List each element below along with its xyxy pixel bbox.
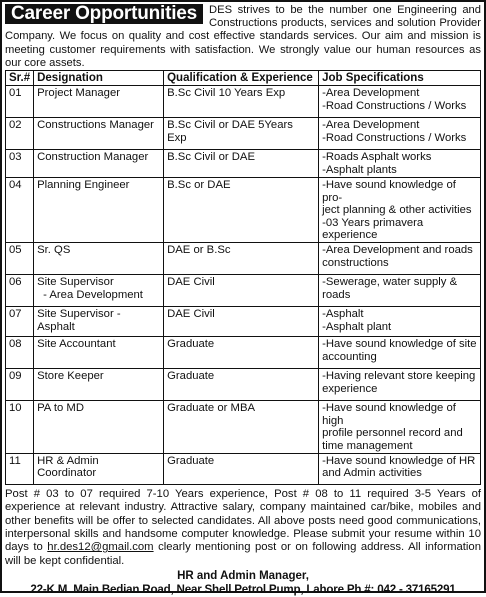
specification-line: and Admin activities bbox=[322, 467, 422, 480]
row-serial-number: 08 bbox=[6, 337, 34, 369]
row-designation bbox=[34, 118, 164, 150]
table-row bbox=[6, 275, 481, 307]
designation-line: Sr. QS bbox=[37, 244, 71, 257]
row-serial-number: 11 bbox=[6, 454, 34, 485]
specification-line: -Area Development bbox=[322, 119, 420, 132]
specification-line: -Roads Asphalt works bbox=[322, 151, 432, 164]
table-row bbox=[6, 401, 481, 454]
company-intro: DES strives to be the number one Engineering and Constructions products, services and solution Provider Company. We focus on quality and cost effective standards services. Our aim and mission is meeting customer requirements with satisfaction. We strongly value our human resources as our core assets. bbox=[5, 4, 481, 69]
row-qualification: Graduate or MBA bbox=[164, 401, 319, 454]
designation-line: HR & Admin Coordinator bbox=[37, 455, 99, 480]
specification-line: -Area Development and roads bbox=[322, 244, 473, 257]
row-designation bbox=[34, 86, 164, 118]
specification-line: constructions bbox=[322, 256, 389, 269]
row-designation bbox=[34, 178, 164, 243]
row-designation bbox=[34, 337, 164, 369]
designation-line: - Area Development bbox=[43, 288, 143, 301]
specification-line: -Asphalt plants bbox=[322, 163, 397, 176]
specification-line: -Sewerage, water supply & bbox=[322, 276, 458, 289]
row-qualification: B.Sc Civil or DAE bbox=[164, 150, 319, 178]
row-serial-number: 03 bbox=[6, 150, 34, 178]
designation-line: Constructions Manager bbox=[37, 119, 154, 132]
contact-email-link[interactable]: hr.des12@gmail.com bbox=[47, 541, 154, 554]
table-row bbox=[6, 86, 481, 118]
row-job-specifications bbox=[319, 150, 481, 178]
table-header-row bbox=[6, 71, 481, 86]
row-designation bbox=[34, 275, 164, 307]
contact-address: 22-K.M. Main Bedian Road, Near Shell Petrol Pump, Lahore Ph #: 042 - 37165291 bbox=[30, 582, 456, 596]
designation-line: Planning Engineer bbox=[37, 179, 130, 192]
row-job-specifications bbox=[319, 307, 481, 337]
specification-line: time management bbox=[322, 439, 413, 452]
row-qualification: DAE or B.Sc bbox=[164, 243, 319, 275]
header-qualification: Qualification & Experience bbox=[164, 71, 319, 86]
footer-text-end: clearly mentioning post or on following address. All information will be kept confidential. bbox=[5, 541, 481, 567]
row-designation bbox=[34, 243, 164, 275]
specification-line: roads bbox=[322, 288, 351, 301]
designation-line: Site Supervisor - Asphalt bbox=[37, 308, 121, 333]
row-designation bbox=[34, 401, 164, 454]
table-row bbox=[6, 307, 481, 337]
specification-line: -Have sound knowledge of site bbox=[322, 338, 477, 351]
row-job-specifications bbox=[319, 118, 481, 150]
footer-text-main: Post # 03 to 07 required 7-10 Years experience, Post # 08 to 11 required 3-5 Years of experience at relevant industry. Attractive salary, company maintained car/bike, mobiles and other benefits will be offer to selected candidates. All above posts need good communications, interpersonal skills and handsome computer knowledge. Please submit your resume within 10 days to bbox=[5, 488, 481, 554]
table-row bbox=[6, 369, 481, 401]
table-row bbox=[6, 454, 481, 485]
specification-line: accounting bbox=[322, 350, 377, 363]
row-serial-number: 07 bbox=[6, 307, 34, 337]
row-qualification: B.Sc or DAE bbox=[164, 178, 319, 243]
table-row bbox=[6, 337, 481, 369]
specification-line: ject planning & other activities bbox=[322, 204, 472, 217]
row-qualification: Graduate bbox=[164, 337, 319, 369]
row-qualification: B.Sc Civil 10 Years Exp bbox=[164, 86, 319, 118]
row-qualification: DAE Civil bbox=[164, 307, 319, 337]
specification-line: -Asphalt bbox=[322, 308, 364, 321]
ad-header bbox=[5, 4, 481, 70]
specification-line: -Have sound knowledge of pro- bbox=[322, 179, 456, 204]
specification-line: -Area Development bbox=[322, 87, 420, 100]
designation-line: Site Supervisor bbox=[37, 276, 114, 289]
row-serial-number: 10 bbox=[6, 401, 34, 454]
row-serial-number: 02 bbox=[6, 118, 34, 150]
specification-line: -03 Years primavera experience bbox=[322, 216, 424, 242]
row-job-specifications bbox=[319, 337, 481, 369]
row-job-specifications bbox=[319, 178, 481, 243]
table-row bbox=[6, 178, 481, 243]
row-job-specifications bbox=[319, 243, 481, 275]
header-sr: Sr.# bbox=[6, 71, 34, 86]
signatory: HR and Admin Manager, bbox=[177, 569, 309, 582]
specification-line: -Road Constructions / Works bbox=[322, 99, 467, 112]
specification-line: -Have sound knowledge of HR bbox=[322, 455, 476, 468]
designation-line: Store Keeper bbox=[37, 370, 104, 383]
row-qualification: Graduate bbox=[164, 454, 319, 485]
row-serial-number: 06 bbox=[6, 275, 34, 307]
row-serial-number: 05 bbox=[6, 243, 34, 275]
header-specifications: Job Specifications bbox=[319, 71, 481, 86]
row-designation bbox=[34, 150, 164, 178]
row-job-specifications bbox=[319, 86, 481, 118]
row-job-specifications bbox=[319, 401, 481, 454]
table-row bbox=[6, 150, 481, 178]
jobs-table-body bbox=[6, 86, 481, 485]
jobs-table bbox=[5, 70, 481, 485]
header-designation: Designation bbox=[34, 71, 164, 86]
designation-line: PA to MD bbox=[37, 402, 84, 415]
row-designation bbox=[34, 307, 164, 337]
ad-title: Career Opportunities bbox=[5, 4, 203, 24]
footer-notes bbox=[5, 488, 481, 568]
row-designation bbox=[34, 369, 164, 401]
row-qualification: Graduate bbox=[164, 369, 319, 401]
table-row bbox=[6, 243, 481, 275]
row-designation bbox=[34, 454, 164, 485]
specification-line: -Road Constructions / Works bbox=[322, 131, 467, 144]
row-serial-number: 01 bbox=[6, 86, 34, 118]
designation-line: Construction Manager bbox=[37, 151, 149, 164]
row-job-specifications bbox=[319, 454, 481, 485]
row-job-specifications bbox=[319, 369, 481, 401]
specification-line: -Asphalt plant bbox=[322, 320, 392, 333]
row-qualification: B.Sc Civil or DAE 5Years Exp bbox=[164, 118, 319, 150]
specification-line: -Having relevant store keeping bbox=[322, 370, 476, 383]
specification-line: experience bbox=[322, 382, 378, 395]
row-job-specifications bbox=[319, 275, 481, 307]
row-serial-number: 04 bbox=[6, 178, 34, 243]
designation-line: Project Manager bbox=[37, 87, 120, 100]
table-row bbox=[6, 118, 481, 150]
row-serial-number: 09 bbox=[6, 369, 34, 401]
specification-line: -Have sound knowledge of high bbox=[322, 402, 456, 427]
designation-line: Site Accountant bbox=[37, 338, 116, 351]
specification-line: profile personnel record and bbox=[322, 427, 463, 440]
row-qualification: DAE Civil bbox=[164, 275, 319, 307]
